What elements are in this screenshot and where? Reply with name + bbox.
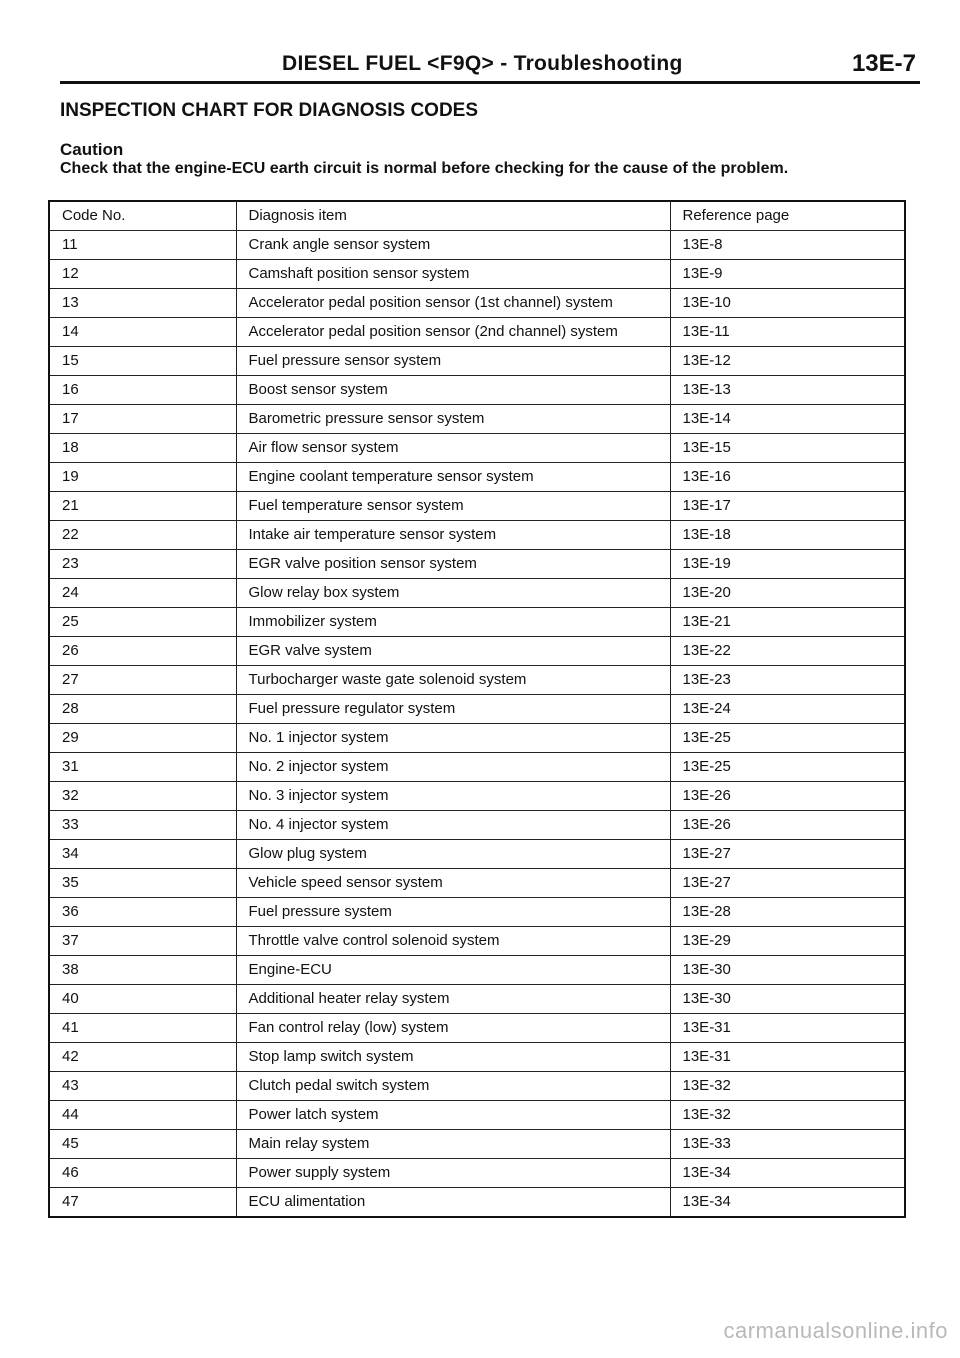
code-no-cell: 17 [50,405,236,434]
code-no-cell: 27 [50,666,236,695]
code-no-cell: 18 [50,434,236,463]
reference-page-cell: 13E-21 [670,608,904,637]
table-row [50,260,904,289]
reference-page-cell: 13E-27 [670,869,904,898]
section-title: INSPECTION CHART FOR DIAGNOSIS CODES [60,100,479,121]
diagnosis-item-cell: Fuel pressure sensor system [236,347,670,376]
table-row [50,1101,904,1130]
diagnosis-item-cell: No. 1 injector system [236,724,670,753]
diagnosis-item-cell: No. 4 injector system [236,811,670,840]
diagnosis-item-cell: Accelerator pedal position sensor (2nd channel) system [236,318,670,347]
diagnosis-item-cell: Fuel temperature sensor system [236,492,670,521]
code-no-cell: 40 [50,985,236,1014]
reference-page-cell: 13E-9 [670,260,904,289]
header-reference-page: Reference page [670,202,904,231]
table-row [50,550,904,579]
code-no-cell: 13 [50,289,236,318]
reference-page-cell: 13E-32 [670,1072,904,1101]
code-no-cell: 22 [50,521,236,550]
diagnosis-item-cell: Immobilizer system [236,608,670,637]
table-row [50,753,904,782]
page-number: 13E-7 [851,50,916,77]
diagnosis-item-cell: Vehicle speed sensor system [236,869,670,898]
code-no-cell: 14 [50,318,236,347]
diagnosis-item-cell: EGR valve system [236,637,670,666]
reference-page-cell: 13E-30 [670,985,904,1014]
table-row [50,318,904,347]
code-no-cell: 28 [50,695,236,724]
code-no-cell: 16 [50,376,236,405]
header-diagnosis-item: Diagnosis item [236,202,670,231]
diagnosis-item-cell: Boost sensor system [236,376,670,405]
table-row [50,811,904,840]
reference-page-cell: 13E-8 [670,231,904,260]
code-no-cell: 35 [50,869,236,898]
reference-page-cell: 13E-15 [670,434,904,463]
reference-page-cell: 13E-14 [670,405,904,434]
diagnosis-item-cell: Turbocharger waste gate solenoid system [236,666,670,695]
code-no-cell: 47 [50,1188,236,1217]
reference-page-cell: 13E-33 [670,1130,904,1159]
code-no-cell: 31 [50,753,236,782]
table-body [50,231,904,1217]
reference-page-cell: 13E-26 [670,811,904,840]
table-row [50,1014,904,1043]
reference-page-cell: 13E-31 [670,1014,904,1043]
table-header-row [50,202,904,231]
table-row [50,405,904,434]
diagnosis-item-cell: Crank angle sensor system [236,231,670,260]
table-row [50,1188,904,1217]
table-row [50,434,904,463]
diagnosis-item-cell: No. 3 injector system [236,782,670,811]
table-row [50,637,904,666]
diagnosis-item-cell: Air flow sensor system [236,434,670,463]
reference-page-cell: 13E-16 [670,463,904,492]
table-row [50,231,904,260]
code-no-cell: 44 [50,1101,236,1130]
table-row [50,608,904,637]
reference-page-cell: 13E-32 [670,1101,904,1130]
header-code-no: Code No. [50,202,236,231]
code-no-cell: 34 [50,840,236,869]
reference-page-cell: 13E-19 [670,550,904,579]
diagnosis-item-cell: Clutch pedal switch system [236,1072,670,1101]
code-no-cell: 42 [50,1043,236,1072]
reference-page-cell: 13E-34 [670,1159,904,1188]
diagnosis-item-cell: Camshaft position sensor system [236,260,670,289]
diagnosis-item-cell: EGR valve position sensor system [236,550,670,579]
reference-page-cell: 13E-20 [670,579,904,608]
reference-page-cell: 13E-24 [670,695,904,724]
table-row [50,1072,904,1101]
diagnosis-item-cell: Fan control relay (low) system [236,1014,670,1043]
caution-heading: Caution [60,140,124,159]
table-row [50,289,904,318]
code-no-cell: 43 [50,1072,236,1101]
code-no-cell: 25 [50,608,236,637]
diagnosis-item-cell: Power latch system [236,1101,670,1130]
header-rule [60,81,920,84]
diagnosis-code-table [48,200,906,1218]
table-row [50,376,904,405]
table-row [50,724,904,753]
reference-page-cell: 13E-17 [670,492,904,521]
reference-page-cell: 13E-34 [682,1193,731,1210]
reference-page-cell: 13E-25 [670,724,904,753]
code-no-cell: 15 [50,347,236,376]
reference-page-cell: 13E-23 [670,666,904,695]
diagnosis-item-cell: Intake air temperature sensor system [236,521,670,550]
diagnosis-item-cell: Glow relay box system [236,579,670,608]
code-no-cell: 24 [50,579,236,608]
diagnosis-item-cell: Fuel pressure system [236,898,670,927]
table-row [50,521,904,550]
table-row [50,666,904,695]
table-row [50,898,904,927]
reference-page-cell: 13E-30 [670,956,904,985]
table-row [50,579,904,608]
code-no-cell: 32 [50,782,236,811]
code-no-cell: 19 [50,463,236,492]
code-no-cell: 23 [50,550,236,579]
diagnosis-item-cell: Main relay system [236,1130,670,1159]
diagnosis-item-cell: Power supply system [236,1159,670,1188]
table-row [50,985,904,1014]
code-no-cell: 29 [50,724,236,753]
code-no-cell: 46 [50,1159,236,1188]
table-row [50,782,904,811]
table-row [50,927,904,956]
code-no-cell: 38 [50,956,236,985]
diagnosis-item-cell: Engine coolant temperature sensor system [236,463,670,492]
table-row [50,492,904,521]
table-row [50,1130,904,1159]
caution-text: Check that the engine-ECU earth circuit is normal before checking for the cause of the problem. [60,160,789,177]
code-no-cell: 36 [50,898,236,927]
reference-page-cell: 13E-11 [670,318,904,347]
table-row [50,347,904,376]
reference-page-cell: 13E-31 [670,1043,904,1072]
diagnosis-item-cell: No. 2 injector system [236,753,670,782]
table-row [50,463,904,492]
code-no-cell: 26 [50,637,236,666]
diagnosis-item-cell: Glow plug system [236,840,670,869]
code-no-cell: 21 [50,492,236,521]
reference-page-cell: 13E-10 [670,289,904,318]
reference-page-cell: 13E-13 [670,376,904,405]
reference-page-cell: 13E-27 [670,840,904,869]
diagnosis-item-cell: Stop lamp switch system [236,1043,670,1072]
diagnosis-item-cell: Barometric pressure sensor system [236,405,670,434]
table-row [50,840,904,869]
code-no-cell: 11 [50,231,236,260]
code-no-cell: 41 [50,1014,236,1043]
reference-page-cell: 13E-29 [670,927,904,956]
reference-page-cell: 13E-12 [670,347,904,376]
header-title: DIESEL FUEL <F9Q> - Troubleshooting [282,52,683,75]
reference-page-cell: 13E-25 [670,753,904,782]
table-row [50,1159,904,1188]
code-no-cell: 45 [50,1130,236,1159]
code-no-cell: 33 [50,811,236,840]
reference-page-cell: 13E-18 [670,521,904,550]
code-no-cell: 37 [50,927,236,956]
reference-page-cell: 13E-22 [670,637,904,666]
diagnosis-item-cell: ECU alimentation [236,1188,670,1217]
table-row [50,1043,904,1072]
diagnosis-item-cell: Engine-ECU [236,956,670,985]
reference-page-cell: 13E-26 [670,782,904,811]
diagnosis-item-cell: Additional heater relay system [236,985,670,1014]
diagnosis-item-cell: Accelerator pedal position sensor (1st channel) system [236,289,670,318]
table-row [50,956,904,985]
table-row [50,695,904,724]
reference-page-cell: 13E-28 [670,898,904,927]
page-header [60,50,920,84]
watermark: carmanualsonline.info [723,1318,948,1343]
table-row [50,869,904,898]
diagnosis-item-cell: Throttle valve control solenoid system [236,927,670,956]
code-no-cell: 12 [50,260,236,289]
diagnosis-item-cell: Fuel pressure regulator system [236,695,670,724]
